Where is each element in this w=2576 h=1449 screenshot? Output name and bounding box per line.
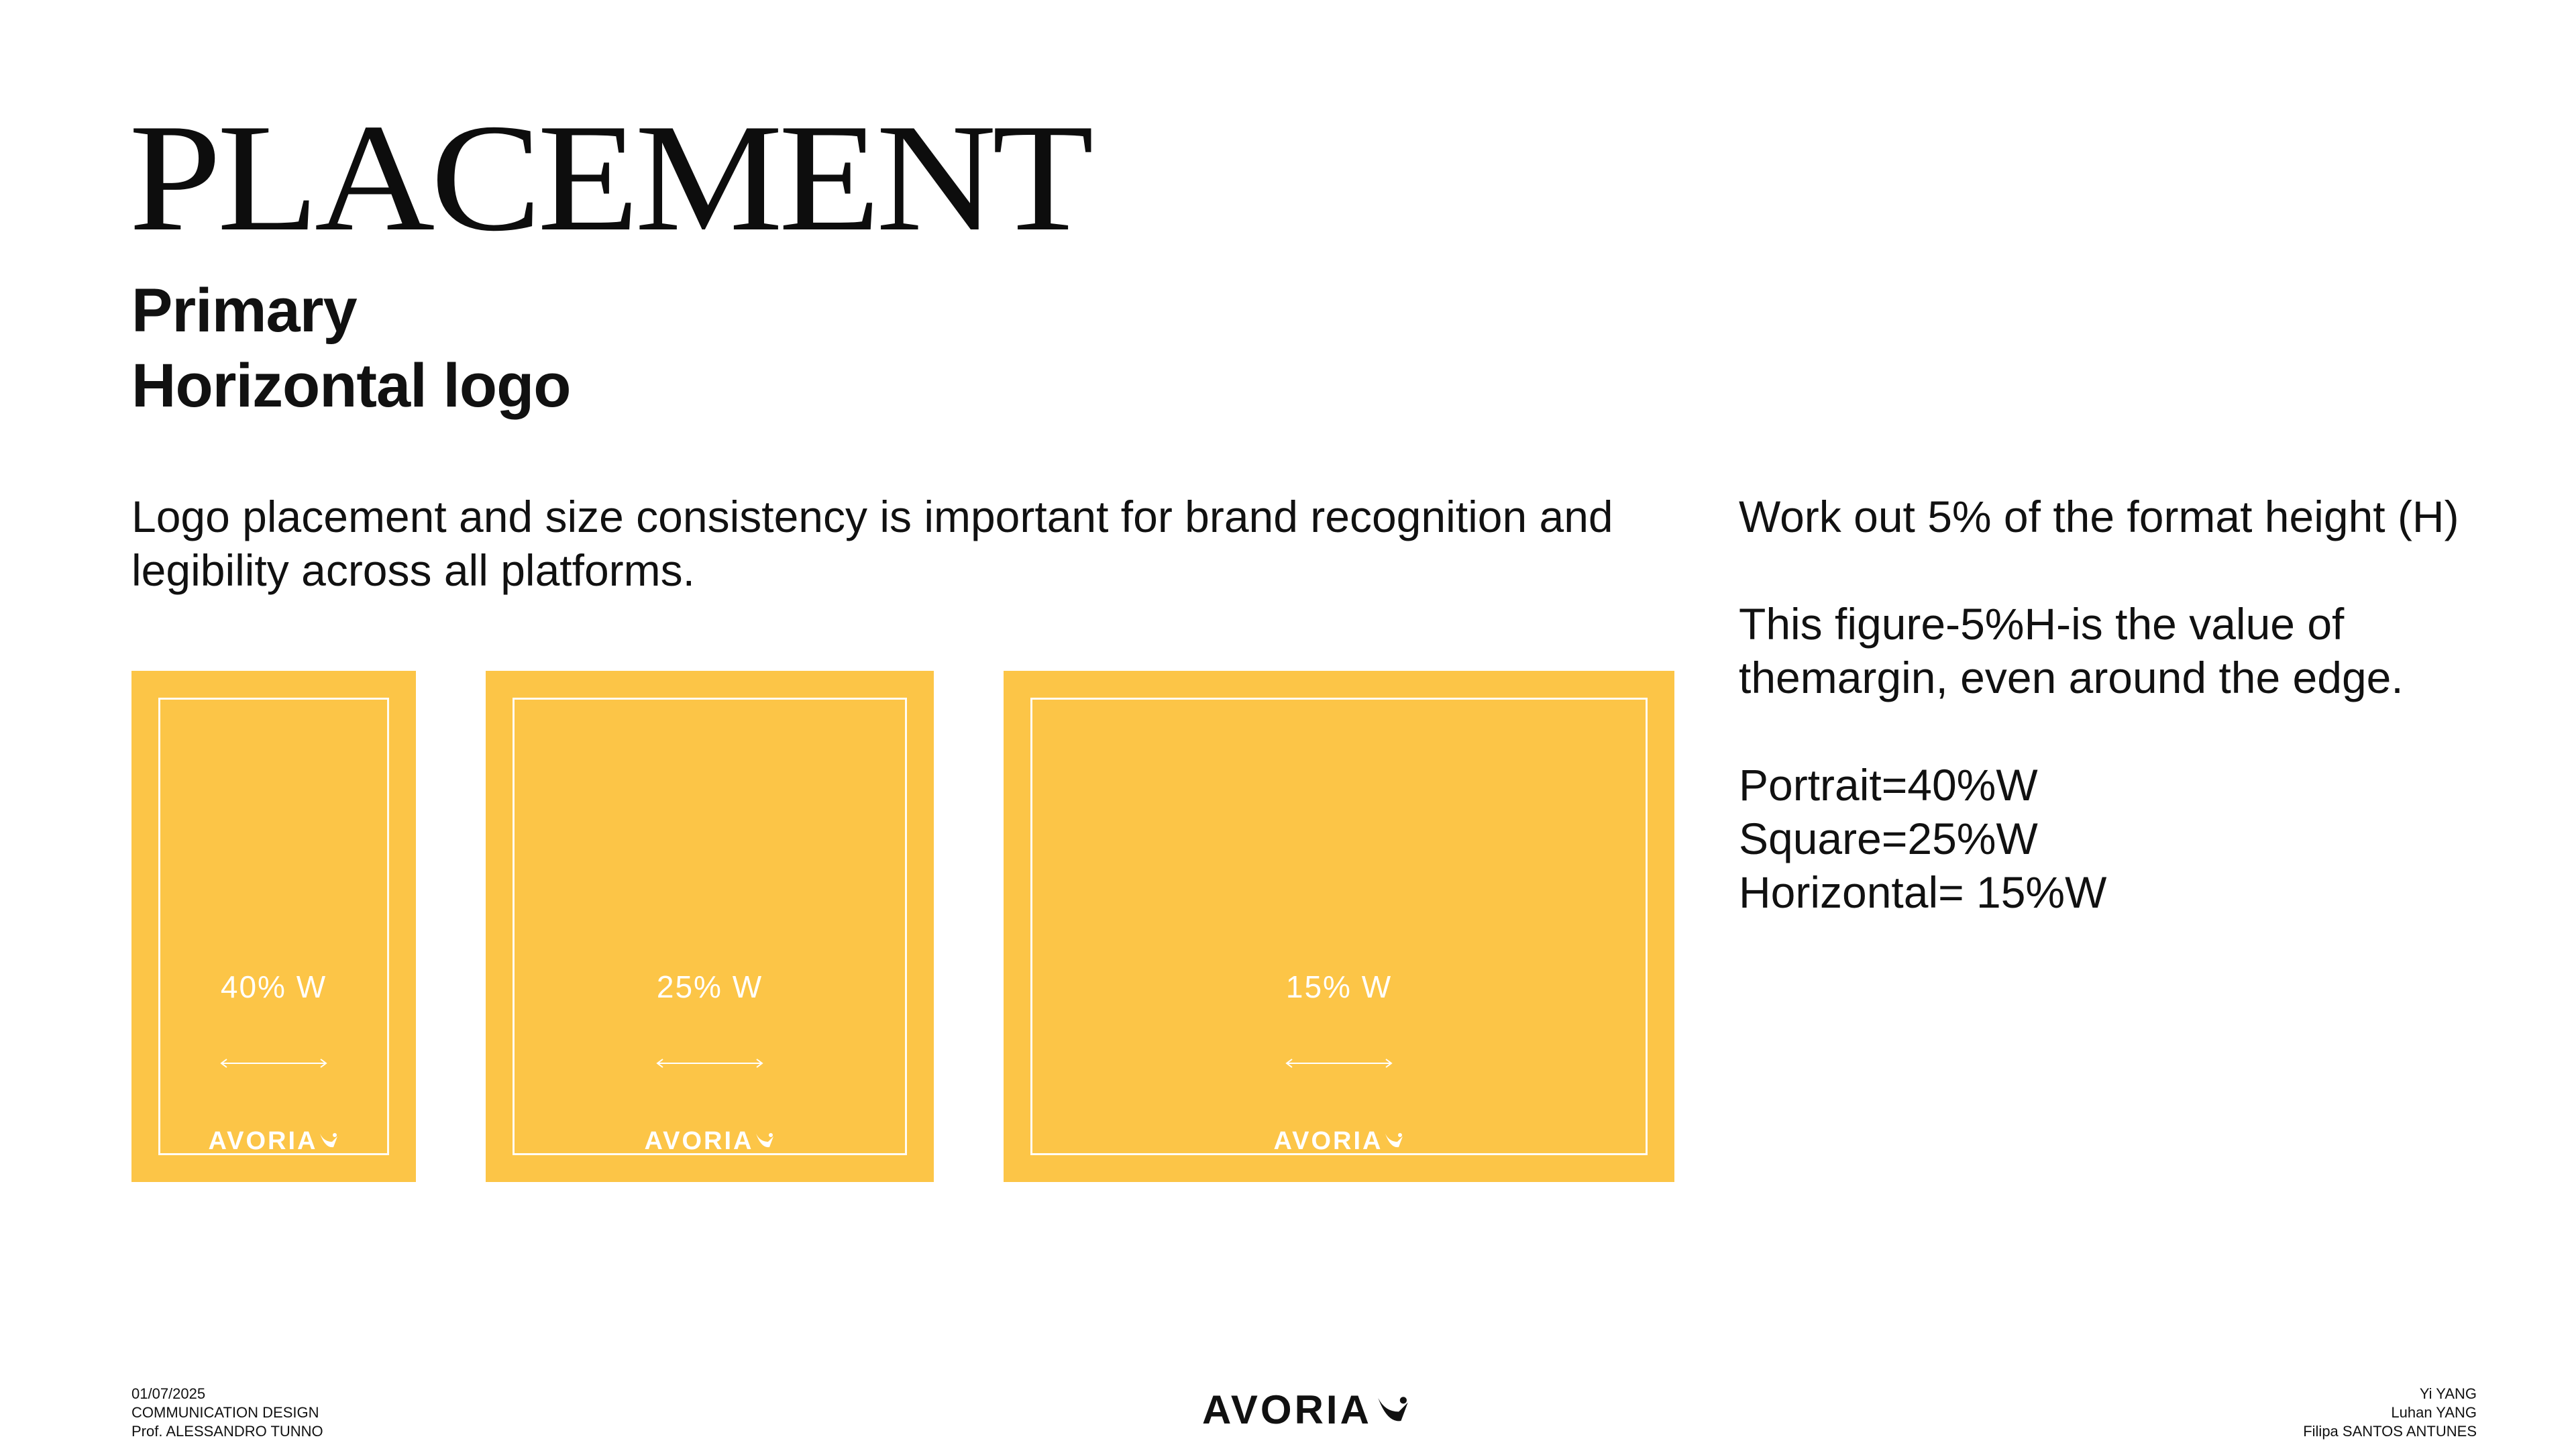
panel-logo [486, 1127, 934, 1156]
page-title: PLACEMENT [129, 92, 1090, 263]
double-arrow-icon [1284, 1059, 1394, 1068]
instruction-margin-1: This figure-5%H-is the value of [1739, 599, 2345, 649]
instruction-margin-2: themargin, even around the edge. [1739, 653, 2404, 702]
logo-width-label: 40% W [220, 969, 327, 1004]
bird-icon [755, 1131, 775, 1150]
ratio-square: Square=25%W [1739, 814, 2038, 863]
bird-icon [1376, 1393, 1410, 1426]
subtitle-primary: Primary [131, 276, 357, 345]
footer-course: COMMUNICATION DESIGN [131, 1404, 319, 1421]
margin-frame [158, 698, 389, 1155]
margin-frame [513, 698, 907, 1155]
margin-instructions [1739, 490, 2477, 919]
logo-width-label: 25% W [656, 969, 763, 1004]
bird-icon [1384, 1131, 1404, 1150]
portrait-format-panel [131, 671, 416, 1182]
instruction-format-height: Work out 5% of the format height (H) [1739, 492, 2459, 541]
panel-logo [1004, 1127, 1674, 1156]
subtitle-horizontal-logo: Horizontal logo [131, 352, 571, 420]
footer-authors [2303, 1385, 2477, 1441]
double-arrow-icon [655, 1059, 765, 1068]
double-arrow-icon [219, 1059, 329, 1068]
footer-logo-text: AVORIA [1202, 1387, 1372, 1432]
logo-width-label: 15% W [1285, 969, 1393, 1004]
ratio-horizontal: Horizontal= 15%W [1739, 867, 2107, 917]
footer-brand-logo [1202, 1386, 1410, 1433]
footer-professor: Prof. ALESSANDRO TUNNO [131, 1423, 323, 1440]
margin-frame [1030, 698, 1648, 1155]
footer-author: Filipa SANTOS ANTUNES [2303, 1423, 2477, 1440]
panel-logo-text: AVORIA [644, 1127, 754, 1155]
ratio-portrait: Portrait=40%W [1739, 760, 2038, 810]
footer-course-info [131, 1385, 323, 1441]
intro-text: Logo placement and size consistency is important for brand recognition and legibility across all platforms. [131, 492, 1613, 595]
horizontal-format-panel [1004, 671, 1674, 1182]
square-format-panel [486, 671, 934, 1182]
panel-logo-text: AVORIA [208, 1127, 318, 1155]
footer-date: 01/07/2025 [131, 1385, 206, 1402]
panel-logo [131, 1127, 416, 1156]
panel-logo-text: AVORIA [1273, 1127, 1383, 1155]
footer-author: Luhan YANG [2391, 1404, 2477, 1421]
footer-author: Yi YANG [2419, 1385, 2477, 1402]
bird-icon [319, 1131, 339, 1150]
